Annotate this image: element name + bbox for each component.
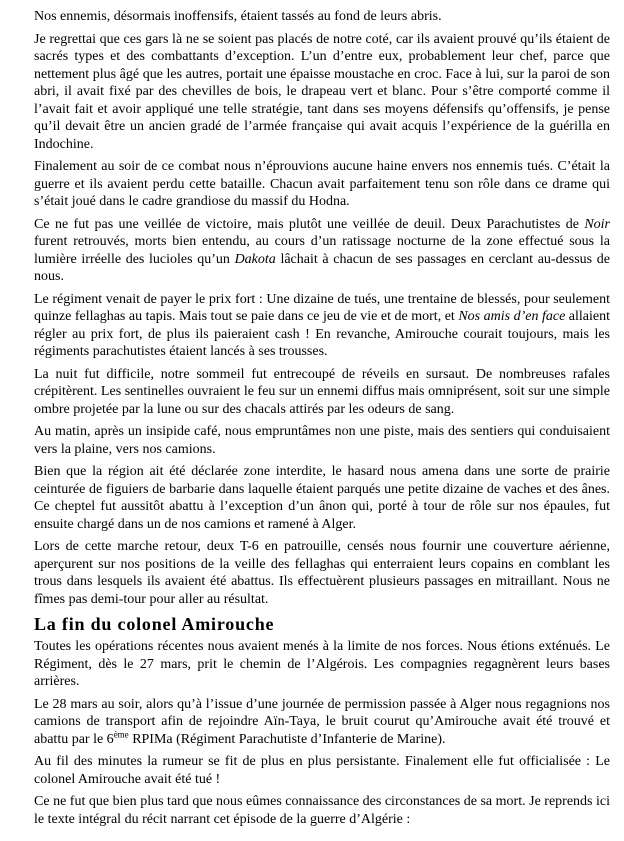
text-segment: allaient régler au prix fort, de plus ils paieraient cash ! En revanche, Amirouche courait toujours, mais les régiments parachutistes étaient lancés à ses trousses. bbox=[34, 309, 611, 359]
text-segment: Nos ennemis, désormais inoffensifs, étaient tassés au fond de leurs abris. bbox=[34, 9, 442, 24]
text-segment: furent retrouvés, morts bien entendu, au cours d’un ratissage nocturne de la zone effectué sous la lumière irréelle des lucioles qu’un bbox=[34, 234, 610, 267]
text-segment: Bien que la région ait été déclarée zone interdite, le hasard nous amena dans une sorte de prairie ceinturée de figuiers de barbarie dans laquelle étaient parqués une petite dizaine de vaches et des ânes. Ce cheptel fut aussitôt abattu à l’exception d’un ânon qui, porté à tour de rôle sur nos épaules, fut ensuite chargé dans un de nos camions et ramené à Alger. bbox=[34, 464, 610, 532]
text-segment: Le 28 mars au soir, alors qu’à l’issue d’une journée de permission passée à Alger nous regagnions nos camions de transport afin de rejoindre Aïn-Taya, le bruit courut qu’Amirouche avait été trouvé et abattu par le 6 bbox=[34, 696, 610, 747]
paragraph bbox=[34, 538, 610, 608]
paragraph bbox=[34, 8, 610, 26]
text-segment: Au fil des minutes la rumeur se fit de plus en plus persistante. Finalement elle fut officialisée : Le colonel Amirouche avait été tué ! bbox=[34, 754, 610, 787]
text-segment: Lors de cette marche retour, deux T-6 en patrouille, censés nous fournir une couverture aérienne, aperçurent sur nos positions de la veille des fellaghas qui enterraient leurs copains en comblant les trous dans lesquels ils avaient été abattus. Ils effectuèrent plusieurs passages en mitraillant. Nous ne fîmes pas demi-tour pour aller au résultat. bbox=[34, 539, 610, 607]
text-segment: Au matin, après un insipide café, nous empruntâmes non une piste, mais des sentiers qui conduisaient vers la plaine, vers nos camions. bbox=[34, 424, 610, 457]
paragraph bbox=[34, 696, 610, 749]
paragraph bbox=[34, 423, 610, 458]
paragraph bbox=[34, 753, 610, 788]
text-segment-italic: Noir bbox=[584, 216, 610, 232]
text-segment-italic: Dakota bbox=[234, 251, 276, 267]
text-segment: Toutes les opérations récentes nous avaient menés à la limite de nos forces. Nous étions exténués. Le Régiment, dès le 27 mars, prit le chemin de l’Algérois. Les compagnies regagnèrent leurs bases arrières. bbox=[34, 639, 610, 689]
text-segment: RPIMa (Régiment Parachutiste d’Infanterie de Marine). bbox=[128, 731, 446, 747]
text-segment: Ce ne fut pas une veillée de victoire, mais plutôt une veillée de deuil. Deux Parachutistes de bbox=[34, 216, 585, 232]
document-body bbox=[34, 8, 610, 828]
paragraph bbox=[34, 31, 610, 154]
section-heading bbox=[34, 613, 610, 635]
text-segment: lâchait à chacun de ses passages en cerclant au-dessus de nous. bbox=[34, 251, 611, 284]
paragraph bbox=[34, 463, 610, 533]
text-segment: Le régiment venait de payer le prix fort : Une dizaine de tués, une trentaine de blessés, pour seulement quinze fellaghas au tapis. Mais tout se paie dans ce jeu de vie et de mort, et bbox=[34, 291, 610, 324]
paragraph bbox=[34, 793, 610, 828]
paragraph bbox=[34, 638, 610, 691]
paragraph bbox=[34, 366, 610, 419]
text-segment: La nuit fut difficile, notre sommeil fut entrecoupé de réveils en sursaut. De nombreuses rafales crépitèrent. Les sentinelles ouvraient le feu sur un ennemi diffus mais omniprésent, soit sur une simple ombre projetée par la lune ou sur des chacals attirés par les odeurs de sang. bbox=[34, 366, 610, 417]
text-segment: La fin du colonel Amirouche bbox=[34, 614, 275, 634]
paragraph bbox=[34, 158, 610, 211]
text-segment-italic: Nos amis d’en face bbox=[458, 309, 566, 324]
paragraph bbox=[34, 291, 610, 361]
text-segment: Ce ne fut que bien plus tard que nous eûmes connaissance des circonstances de sa mort. Je reprends ici le texte intégral du récit narrant cet épisode de la guerre d’Algérie : bbox=[34, 794, 610, 827]
text-segment: Finalement au soir de ce combat nous n’éprouvions aucune haine envers nos ennemis tués. C’était la guerre et ils avaient perdu cette bataille. Chacun avait parfaitement tenu son rôle dans ce drame qui s’était joué dans le cadre grandiose du massif du Hodna. bbox=[34, 159, 610, 209]
paragraph bbox=[34, 216, 610, 286]
text-segment: Je regrettai que ces gars là ne se soient pas placés de notre coté, car ils avaient prouvé qu’ils étaient de sacrés types et des combattants d’exception. L’un d’entre eux, probablement leur chef, parce que nettement plus âgé que les autres, portait une épaisse moustache en croc. Face à lui, sur la paroi de son abri, il avait fixé par des chevilles de bois, le drapeau vert et blanc. Pour s’être comporté comme il l’avait fait et avoir appliqué une telle stratégie, tant dans ses moyens défensifs qu’offensifs, je pense qu’il devait être un ancien gradé de l’armée française qui avait acquis l’expérience de la guérilla en Indochine. bbox=[34, 31, 610, 152]
text-segment-super: ème bbox=[113, 728, 129, 739]
